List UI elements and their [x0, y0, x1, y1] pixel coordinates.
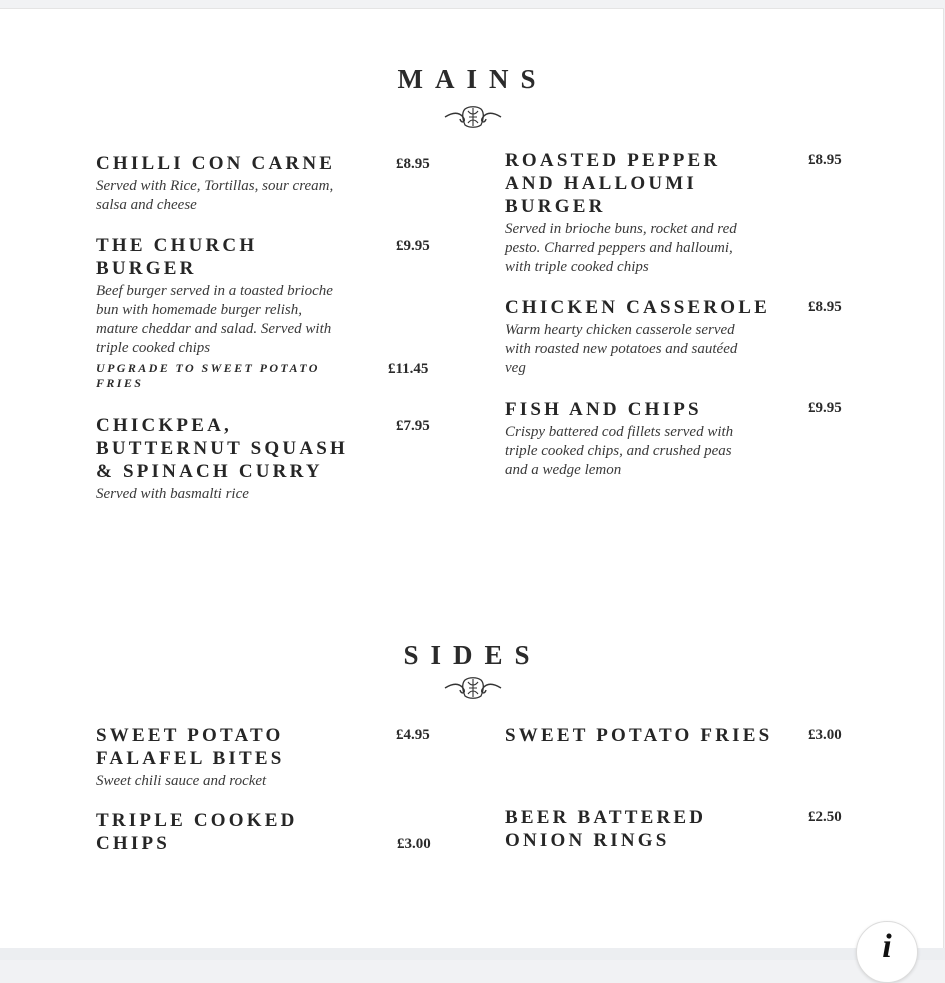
- menu-item-chilli-con-carne: [96, 152, 386, 215]
- item-description: Crispy battered cod fillets served with triple cooked chips, and crushed peas and a wedge lemon: [505, 424, 734, 478]
- item-name: CHICKEN CASSEROLE: [505, 297, 771, 318]
- item-price: £9.95: [396, 238, 430, 254]
- item-price: £8.95: [808, 299, 842, 315]
- item-price: £3.00: [808, 727, 842, 743]
- item-price: £7.95: [396, 418, 430, 434]
- item-name: TRIPLE COOKED CHIPS: [96, 810, 298, 854]
- menu-item-triple-cooked-chips: [96, 809, 386, 855]
- item-name: SWEET POTATO FALAFEL BITES: [96, 725, 285, 769]
- menu-item-falafel-bites: [96, 724, 386, 791]
- bottom-bar: [0, 948, 945, 960]
- info-icon: i: [882, 928, 892, 965]
- flourish-ornament-icon: [443, 675, 503, 701]
- menu-item-pepper-halloumi-burger: [505, 149, 795, 277]
- item-name: THE CHURCH BURGER: [96, 235, 258, 279]
- item-name: FISH AND CHIPS: [505, 399, 702, 420]
- menu-item-church-burger: [96, 234, 386, 358]
- item-name: CHICKPEA, BUTTERNUT SQUASH & SPINACH CURRY: [96, 415, 348, 482]
- menu-item-onion-rings: [505, 806, 795, 852]
- item-description: Beef burger served in a toasted brioche bun with homemade burger relish, mature cheddar and salad. Served with triple cooked chips: [96, 283, 333, 356]
- mains-heading: MAINS: [397, 64, 548, 94]
- menu-item-chicken-casserole: [505, 296, 805, 378]
- item-name: BEER BATTERED ONION RINGS: [505, 807, 707, 851]
- item-price: £2.50: [808, 809, 842, 825]
- item-price: £8.95: [808, 152, 842, 168]
- item-price: £3.00: [397, 836, 431, 852]
- item-price: £9.95: [808, 400, 842, 416]
- menu-item-sweet-potato-fries: [505, 724, 805, 747]
- upgrade-price: £11.45: [388, 361, 429, 377]
- item-description: Served in brioche buns, rocket and red pesto. Charred peppers and halloumi, with triple cooked chips: [505, 221, 737, 275]
- flourish-ornament-icon: [443, 104, 503, 130]
- item-price: £8.95: [396, 156, 430, 172]
- info-button[interactable]: [856, 921, 918, 983]
- item-description: Sweet chili sauce and rocket: [96, 773, 267, 789]
- item-description: Warm hearty chicken casserole served with roasted new potatoes and sautéed veg: [505, 322, 738, 376]
- item-name: CHILLI CON CARNE: [96, 153, 336, 174]
- menu-item-fish-and-chips: [505, 398, 795, 480]
- upgrade-option: UPGRADE TO SWEET POTATO FRIES: [96, 361, 320, 390]
- item-price: £4.95: [396, 727, 430, 743]
- sides-heading: SIDES: [403, 640, 542, 670]
- item-name: ROASTED PEPPER AND HALLOUMI BURGER: [505, 150, 721, 217]
- item-description: Served with basmalti rice: [96, 486, 249, 502]
- item-name: SWEET POTATO FRIES: [505, 725, 773, 746]
- item-description: Served with Rice, Tortillas, sour cream, salsa and cheese: [96, 178, 334, 213]
- menu-item-chickpea-curry: [96, 414, 386, 504]
